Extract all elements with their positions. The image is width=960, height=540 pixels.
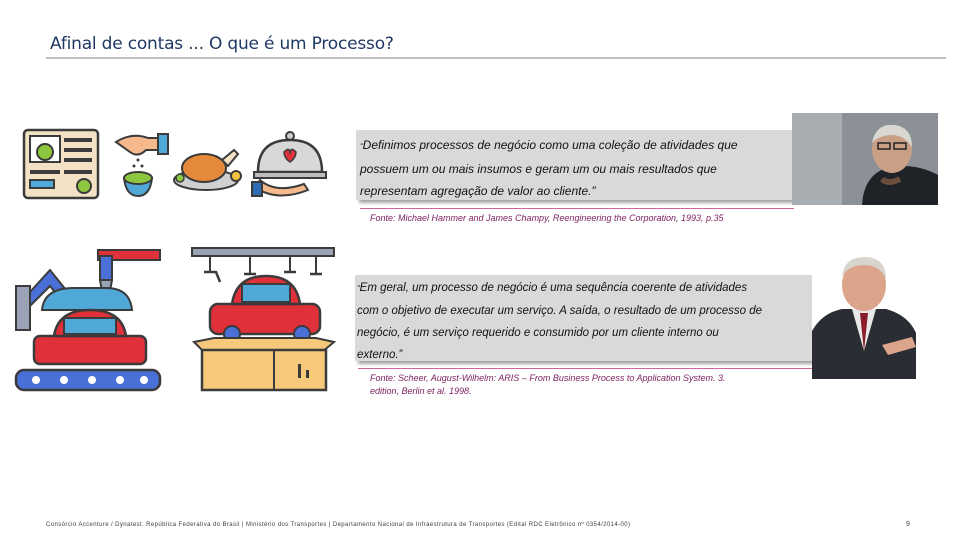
- title-divider: [46, 57, 946, 59]
- quote-scheer-text: [357, 277, 811, 366]
- quote-scheer-line-2: com o objetivo de executar um serviço. A saída, o resultado de um processo de: [357, 305, 763, 317]
- source-hammer: Fonte: Michael Hammer and James Champy, Reengineering the Corporation, 1993, p.35: [370, 213, 724, 223]
- quote-scheer-line-4: externo.”: [357, 349, 403, 361]
- hand-seasoning-icon: [112, 128, 172, 200]
- quote-open-mark-2: “: [357, 284, 360, 293]
- recipe-icon: [22, 128, 100, 200]
- robot-arm-car-assembly-icon: [14, 248, 162, 394]
- source-underline-hammer: [360, 208, 794, 209]
- quote-scheer-line-1: Em geral, um processo de negócio é uma sequência coerente de atividades: [359, 282, 748, 294]
- roast-chicken-icon: [172, 140, 242, 196]
- page-number: 9: [906, 521, 910, 528]
- quote-hammer-line-2: possuem um ou mais insumos e geram um ou mais resultados que: [360, 162, 717, 176]
- quote-open-mark: “: [360, 142, 363, 151]
- quote-scheer-line-3: negócio, é um serviço requerido e consumido por um cliente interno ou: [357, 327, 719, 339]
- source-scheer-line-1: Fonte: Scheer, August-Wilhelm: ARIS – From Business Process to Application System. 3.: [370, 373, 726, 383]
- source-scheer: [370, 372, 726, 398]
- slide-footer: Consórcio Accenture / Dynatest. República Federativa do Brasil | Ministério dos Transportes | Departamento Nacional de Infraestrutura de Transportes (Edital RDC Eletrônico nº 0354/2014-00): [46, 522, 631, 528]
- source-scheer-line-2: edition, Berlin et al. 1998.: [370, 386, 472, 396]
- source-underline-scheer: [358, 368, 814, 369]
- portrait-august-wilhelm-scheer: [812, 251, 916, 379]
- portrait-michael-hammer: [792, 113, 938, 205]
- serving-cloche-icon: [250, 128, 328, 200]
- quote-hammer-line-3: representam agregação de valor ao cliente.”: [360, 184, 596, 198]
- quote-hammer-line-1: Definimos processos de negócio como uma coleção de atividades que: [362, 138, 738, 152]
- car-packaging-icon: [190, 246, 336, 394]
- slide-title: Afinal de contas ... O que é um Processo?: [50, 34, 394, 54]
- quote-hammer-text: [360, 134, 790, 202]
